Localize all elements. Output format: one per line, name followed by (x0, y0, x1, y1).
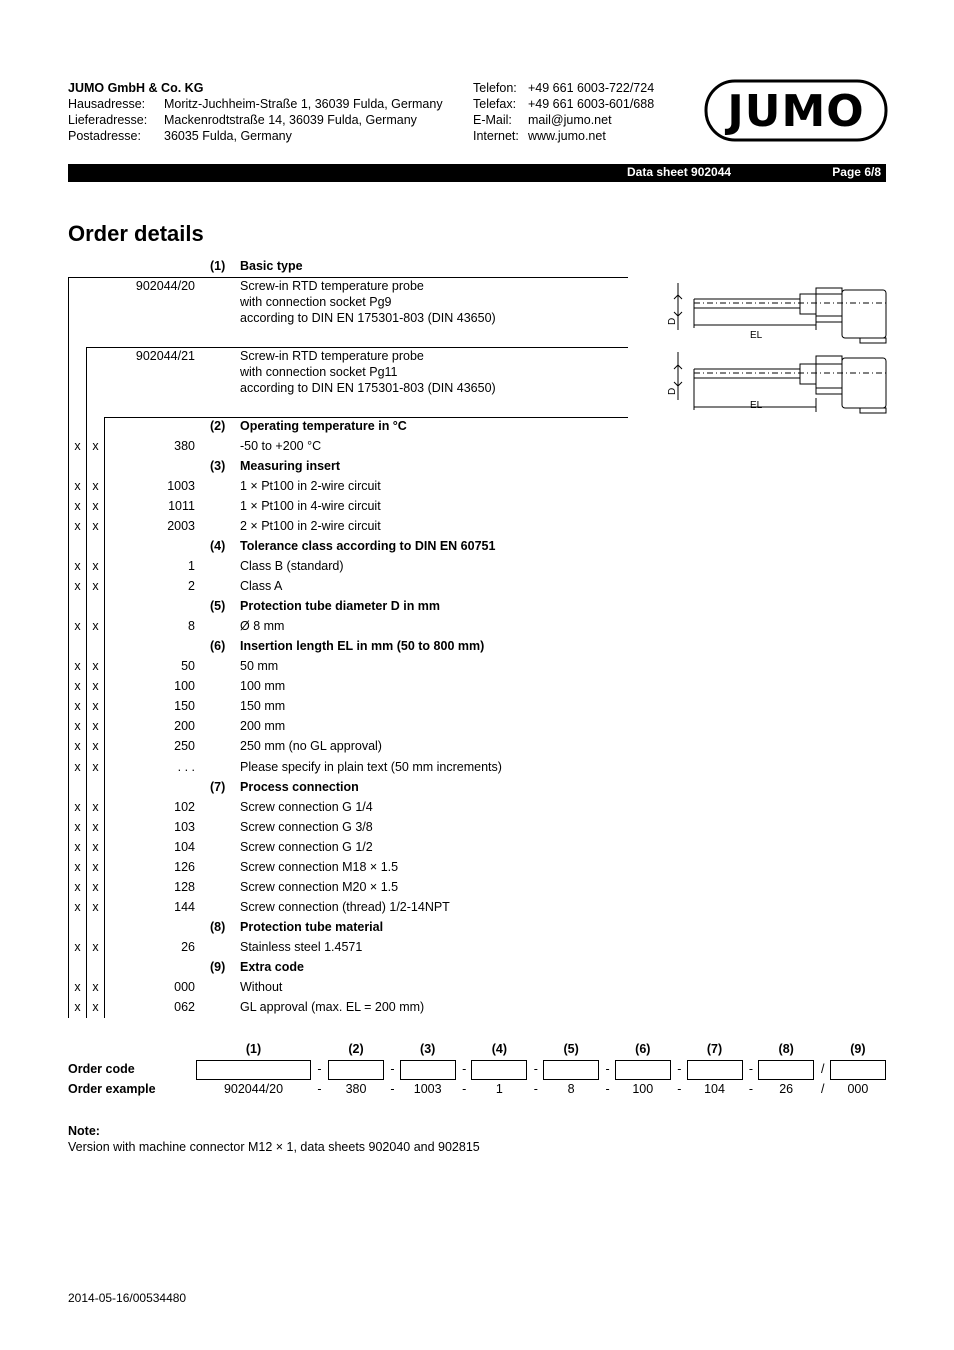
availability-mark: x (92, 799, 99, 814)
option-description: Stainless steel 1.4571 (240, 939, 363, 954)
option-code: 26 (181, 939, 195, 954)
basic-type-desc-line: according to DIN EN 175301-803 (DIN 43650) (240, 381, 496, 395)
table-rule (86, 347, 628, 348)
address-value: 36035 Fulda, Germany (164, 129, 292, 143)
order-code-field[interactable] (196, 1060, 311, 1080)
order-code-column-number: (1) (245, 1042, 262, 1056)
availability-mark: x (74, 559, 81, 574)
page-number: Page 6/8 (832, 165, 881, 179)
availability-mark: x (74, 799, 81, 814)
order-example-value: 000 (847, 1082, 869, 1096)
order-code-field[interactable] (687, 1060, 743, 1080)
order-example-separator: - (390, 1082, 395, 1096)
availability-mark: x (92, 499, 99, 514)
order-code-field[interactable] (543, 1060, 599, 1080)
note-text: Version with machine connector M12 × 1, data sheets 902040 and 902815 (68, 1140, 480, 1154)
section-title: Extra code (240, 959, 304, 974)
option-code: 200 (174, 719, 195, 734)
order-code-column-number: (8) (778, 1042, 794, 1056)
availability-mark: x (92, 479, 99, 494)
availability-mark: x (74, 859, 81, 874)
address-label: Hausadresse: (68, 97, 146, 111)
order-code-field[interactable] (471, 1060, 527, 1080)
availability-mark: x (92, 659, 99, 674)
section-title: Protection tube diameter D in mm (240, 599, 441, 614)
order-example-separator: - (748, 1082, 754, 1096)
order-code-column-number: (4) (491, 1042, 508, 1056)
availability-mark: x (92, 899, 99, 914)
availability-mark: x (74, 579, 81, 594)
option-description: 150 mm (240, 699, 286, 714)
contact-value: +49 661 6003-601/688 (528, 97, 655, 111)
order-code-separator: - (390, 1062, 395, 1076)
address-value: Mackenrodtstraße 14, 36039 Fulda, Germany (164, 113, 417, 127)
availability-mark: x (74, 699, 81, 714)
option-code: 102 (174, 799, 195, 814)
availability-mark: x (74, 939, 81, 954)
availability-mark: x (74, 519, 81, 534)
basic-type-desc-line: Screw-in RTD temperature probe (240, 279, 424, 293)
availability-mark: x (92, 439, 99, 454)
option-code: 8 (188, 619, 195, 634)
order-example-value: 1003 (413, 1082, 442, 1096)
availability-mark: x (74, 839, 81, 854)
section-title: Protection tube material (240, 919, 384, 934)
contact-label: E-Mail: (473, 113, 512, 127)
order-code-separator: - (462, 1062, 467, 1076)
option-description: Please specify in plain text (50 mm increments) (240, 759, 502, 774)
availability-mark: x (92, 939, 99, 954)
option-code: 126 (174, 859, 195, 874)
order-code-field[interactable] (400, 1060, 456, 1080)
contact-label: Telefax: (473, 97, 517, 111)
option-description: Screw connection (thread) 1/2-14NPT (240, 899, 450, 914)
availability-mark: x (92, 859, 99, 874)
contact-value: www.jumo.net (528, 129, 606, 143)
availability-mark: x (74, 739, 81, 754)
availability-mark: x (74, 899, 81, 914)
option-description: Ø 8 mm (240, 619, 285, 634)
order-code-separator: / (820, 1062, 825, 1076)
address-value: Moritz-Juchheim-Straße 1, 36039 Fulda, Germany (164, 97, 443, 111)
option-code: 062 (174, 999, 195, 1014)
option-description: Screw connection G 1/4 (240, 799, 373, 814)
option-description: Without (240, 979, 283, 994)
order-code-column-number: (6) (635, 1042, 651, 1056)
option-code: 380 (174, 439, 195, 454)
order-code-column-number: (5) (563, 1042, 579, 1056)
order-example-value: 100 (632, 1082, 654, 1096)
order-code-separator: - (677, 1062, 682, 1076)
address-label: Postadresse: (68, 129, 141, 143)
order-code-field[interactable] (328, 1060, 384, 1080)
order-code-separator: - (605, 1062, 610, 1076)
option-code: 50 (181, 659, 195, 674)
option-description: 50 mm (240, 659, 279, 674)
option-code: 1 (188, 559, 195, 574)
order-code-column-number: (7) (706, 1042, 723, 1056)
section-title: Measuring insert (240, 459, 341, 474)
availability-mark: x (92, 679, 99, 694)
diagram-label-d-lower: D (667, 387, 678, 395)
option-description: 250 mm (no GL approval) (240, 739, 382, 754)
diagram-label-d-upper: D (667, 317, 678, 325)
order-example-label: Order example (68, 1082, 156, 1096)
option-description: -50 to +200 °C (240, 439, 322, 454)
order-code-field[interactable] (758, 1060, 814, 1080)
order-example-separator: / (820, 1082, 825, 1096)
table-rule (104, 417, 628, 418)
order-code-separator: - (317, 1062, 322, 1076)
availability-mark: x (74, 679, 81, 694)
availability-mark: x (74, 879, 81, 894)
diagram-label-el-upper: EL (750, 330, 763, 341)
option-description: Screw connection G 1/2 (240, 839, 373, 854)
availability-mark: x (92, 619, 99, 634)
availability-mark: x (92, 559, 99, 574)
availability-mark: x (74, 619, 81, 634)
option-code: 000 (174, 979, 195, 994)
address-label: Lieferadresse: (68, 113, 148, 127)
option-code: 2 (188, 579, 195, 594)
order-example-value: 380 (345, 1082, 367, 1096)
basic-type-code: 902044/21 (135, 349, 195, 363)
availability-mark: x (74, 999, 81, 1014)
basic-type-code: 902044/20 (135, 279, 195, 293)
order-code-column-number: (2) (348, 1042, 364, 1056)
contact-value: +49 661 6003-722/724 (528, 81, 655, 95)
order-code-field[interactable] (830, 1060, 886, 1080)
option-description: Class B (standard) (240, 559, 344, 574)
option-code: 144 (174, 899, 195, 914)
section-number: (1) (210, 259, 226, 273)
order-example-value: 26 (779, 1082, 794, 1096)
option-code: 100 (174, 679, 195, 694)
option-code: 103 (174, 819, 195, 834)
order-example-separator: - (462, 1082, 467, 1096)
note-title: Note: (68, 1124, 100, 1138)
contact-label: Internet: (473, 129, 519, 143)
section-number: (6) (210, 639, 226, 654)
option-code: 150 (174, 699, 195, 714)
option-description: Screw connection G 3/8 (240, 819, 373, 834)
order-example-value: 8 (567, 1082, 575, 1096)
order-example-separator: - (605, 1082, 610, 1096)
section-number: (9) (210, 959, 226, 974)
company-name: JUMO GmbH & Co. KG (68, 81, 204, 95)
availability-mark: x (92, 719, 99, 734)
availability-mark: x (74, 479, 81, 494)
basic-type-desc-line: Screw-in RTD temperature probe (240, 349, 424, 363)
contact-value: mail@jumo.net (528, 113, 612, 127)
probe-diagram (664, 280, 890, 418)
availability-mark: x (74, 819, 81, 834)
header-bar (68, 164, 886, 182)
section-title: Process connection (240, 779, 359, 794)
order-code-separator: - (533, 1062, 538, 1076)
availability-mark: x (92, 699, 99, 714)
logo-text: JUMO (727, 86, 865, 137)
datasheet-label: Data sheet 902044 (627, 165, 732, 179)
option-description: Screw connection M20 × 1.5 (240, 879, 399, 894)
availability-mark: x (92, 999, 99, 1014)
option-code: 128 (174, 879, 195, 894)
order-example-separator: - (317, 1082, 322, 1096)
section-title: Operating temperature in °C (240, 419, 407, 433)
availability-mark: x (92, 519, 99, 534)
option-description: 200 mm (240, 719, 286, 734)
jumo-logo (704, 79, 888, 142)
section-number: (3) (210, 459, 226, 474)
diagram-label-el-lower: EL (750, 400, 763, 411)
order-example-value: 1 (495, 1082, 503, 1096)
availability-mark: x (74, 759, 81, 774)
basic-type-desc-line: according to DIN EN 175301-803 (DIN 43650) (240, 311, 496, 325)
option-code: 2003 (167, 519, 195, 534)
availability-mark: x (92, 759, 99, 774)
order-code-separator: - (748, 1062, 754, 1076)
section-number: (2) (210, 419, 226, 433)
basic-type-desc-line: with connection socket Pg9 (240, 295, 392, 309)
option-description: Class A (240, 579, 283, 594)
table-column-line (104, 417, 105, 1018)
availability-mark: x (92, 819, 99, 834)
section-title: Tolerance class according to DIN EN 60751 (240, 539, 496, 554)
section-number: (8) (210, 919, 226, 934)
order-example-value: 104 (704, 1082, 725, 1096)
option-code: 1011 (168, 499, 195, 514)
order-example-value: 902044/20 (223, 1082, 284, 1096)
order-code-field[interactable] (615, 1060, 671, 1080)
availability-mark: x (74, 499, 81, 514)
table-rule (68, 277, 628, 278)
option-code: 1003 (167, 479, 195, 494)
availability-mark: x (92, 579, 99, 594)
option-description: Screw connection M18 × 1.5 (240, 859, 399, 874)
option-description: 1 × Pt100 in 2-wire circuit (240, 479, 381, 494)
footer-doc-id: 2014-05-16/00534480 (68, 1291, 187, 1305)
page-title: Order details (68, 221, 204, 246)
availability-mark: x (92, 979, 99, 994)
section-title: Insertion length EL in mm (50 to 800 mm) (240, 639, 485, 654)
order-code-label: Order code (68, 1062, 135, 1076)
availability-mark: x (92, 839, 99, 854)
section-number: (7) (210, 779, 226, 794)
availability-mark: x (74, 719, 81, 734)
section-title: Basic type (240, 259, 303, 273)
order-example-separator: - (677, 1082, 682, 1096)
option-description: GL approval (max. EL = 200 mm) (240, 999, 425, 1014)
order-code-column-number: (9) (850, 1042, 866, 1056)
option-code: . . . (177, 759, 195, 774)
availability-mark: x (92, 879, 99, 894)
option-description: 2 × Pt100 in 2-wire circuit (240, 519, 381, 534)
contact-label: Telefon: (473, 81, 517, 95)
availability-mark: x (92, 739, 99, 754)
option-description: 1 × Pt100 in 4-wire circuit (240, 499, 381, 514)
order-example-separator: - (533, 1082, 538, 1096)
section-number: (4) (210, 539, 226, 554)
section-number: (5) (210, 599, 226, 614)
option-code: 250 (174, 739, 195, 754)
order-code-column-number: (3) (420, 1042, 436, 1056)
basic-type-desc-line: with connection socket Pg11 (240, 365, 398, 379)
option-code: 104 (174, 839, 195, 854)
option-description: 100 mm (240, 679, 286, 694)
availability-mark: x (74, 439, 81, 454)
availability-mark: x (74, 659, 81, 674)
availability-mark: x (74, 979, 81, 994)
